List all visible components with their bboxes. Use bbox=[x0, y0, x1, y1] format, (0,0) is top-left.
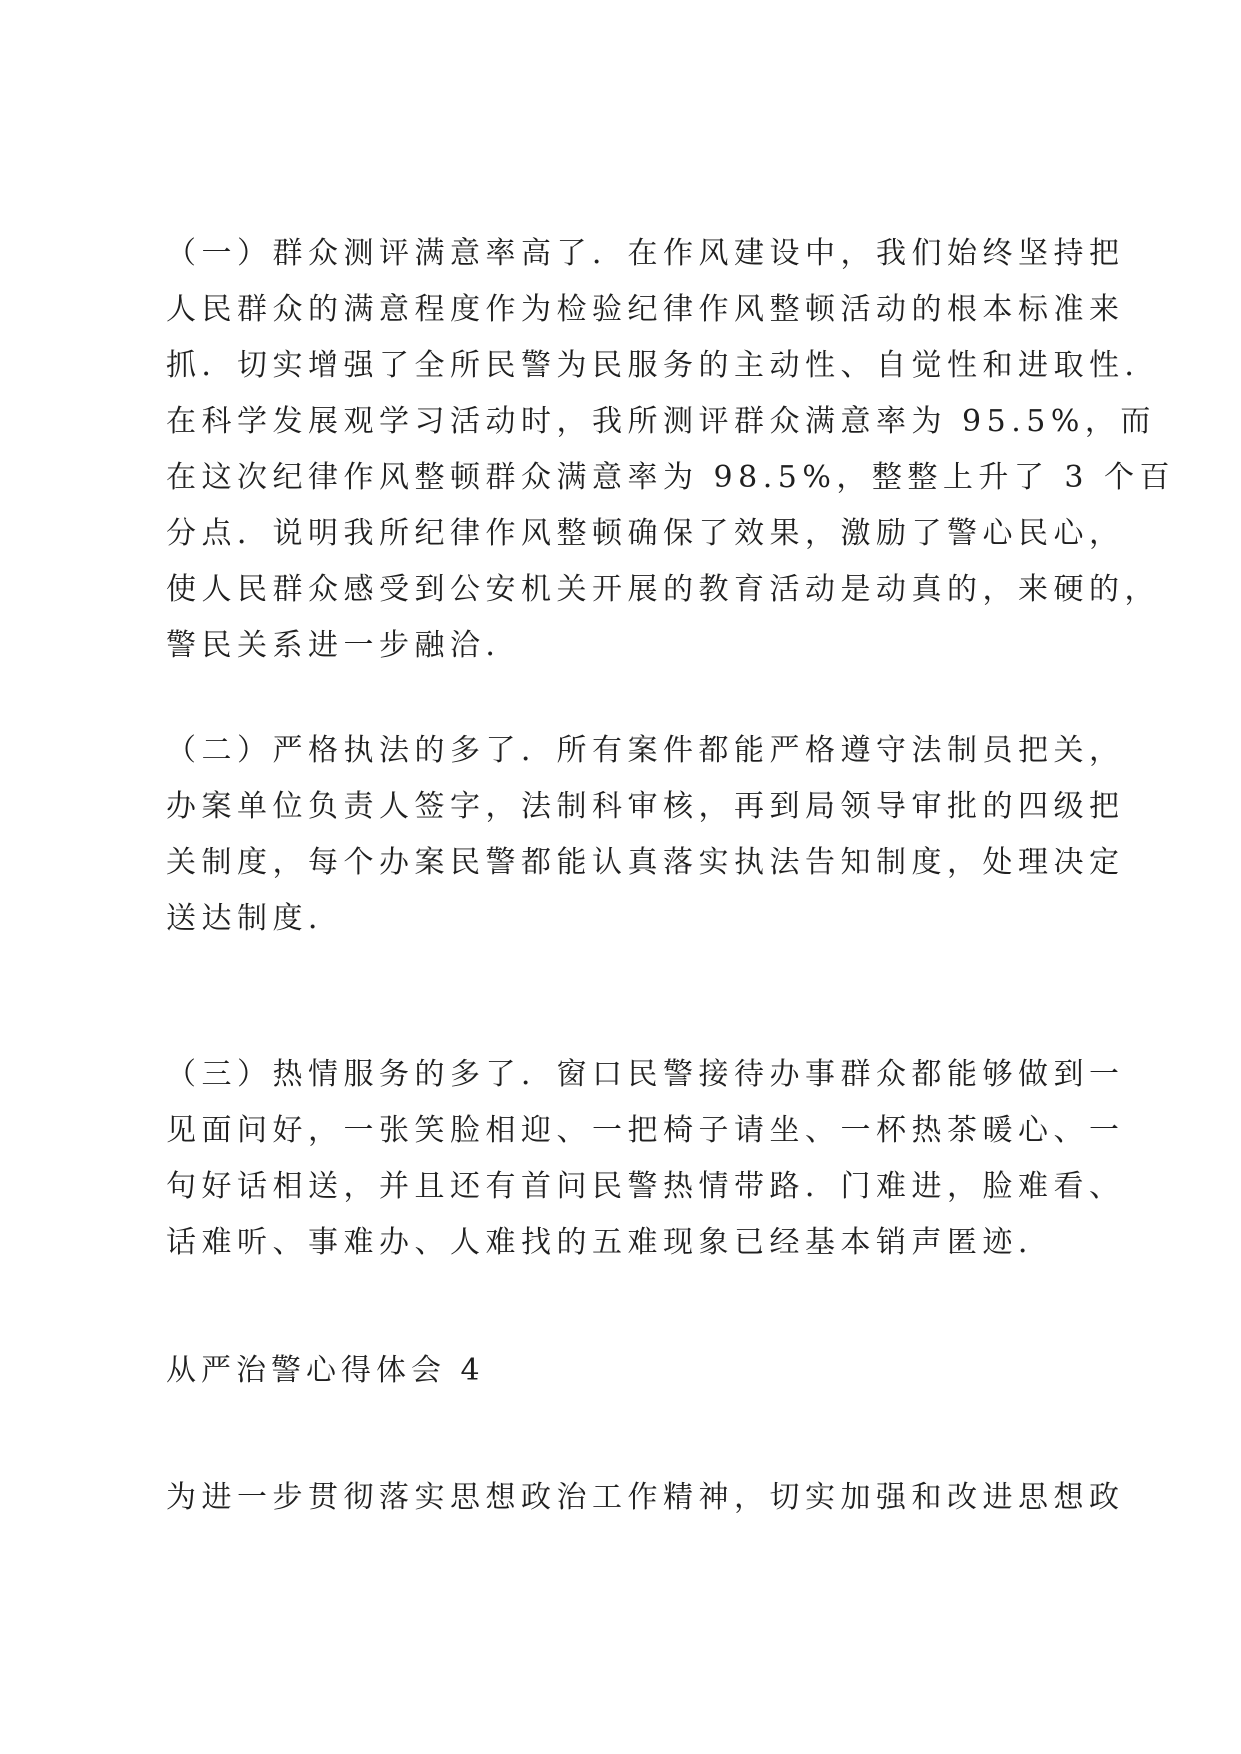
paragraph-line: （一）群众测评满意率高了．在作风建设中，我们始终坚持把 bbox=[166, 236, 1125, 271]
paragraph-line: 在这次纪律作风整顿群众满意率为 98.5%，整整上升了 3 个百 bbox=[166, 460, 1175, 495]
paragraph-line: 警民关系进一步融洽． bbox=[166, 628, 521, 663]
paragraph-line: 见面问好，一张笑脸相迎、一把椅子请坐、一杯热茶暖心、一 bbox=[166, 1113, 1125, 1148]
section-heading bbox=[166, 1343, 1096, 1399]
section-heading-text: 从严治警心得体会 4 bbox=[166, 1353, 485, 1388]
paragraph-2 bbox=[166, 723, 1125, 947]
paragraph-line: 句好话相送，并且还有首问民警热情带路．门难进，脸难看、 bbox=[166, 1169, 1125, 1204]
paragraph-line: （二）严格执法的多了．所有案件都能严格遵守法制员把关， bbox=[166, 733, 1125, 768]
paragraph-line: 在科学发展观学习活动时，我所测评群众满意率为 95.5%，而 bbox=[166, 404, 1156, 439]
paragraph-line: 话难听、事难办、人难找的五难现象已经基本销声匿迹． bbox=[166, 1225, 1054, 1260]
paragraph-line: 人民群众的满意程度作为检验纪律作风整顿活动的根本标准来 bbox=[166, 292, 1125, 327]
paragraph-line: （三）热情服务的多了．窗口民警接待办事群众都能够做到一 bbox=[166, 1057, 1125, 1092]
paragraph-line: 抓．切实增强了全所民警为民服务的主动性、自觉性和进取性． bbox=[166, 348, 1160, 383]
paragraph-final bbox=[166, 1470, 1125, 1526]
paragraph-1 bbox=[166, 226, 1175, 674]
paragraph-3 bbox=[166, 1047, 1125, 1271]
paragraph-line: 关制度，每个办案民警都能认真落实执法告知制度，处理决定 bbox=[166, 845, 1125, 880]
paragraph-line: 为进一步贯彻落实思想政治工作精神，切实加强和改进思想政 bbox=[166, 1480, 1125, 1515]
paragraph-line: 使人民群众感受到公安机关开展的教育活动是动真的，来硬的， bbox=[166, 572, 1160, 607]
paragraph-line: 办案单位负责人签字，法制科审核，再到局领导审批的四级把 bbox=[166, 789, 1125, 824]
paragraph-line: 送达制度． bbox=[166, 901, 344, 936]
paragraph-line: 分点．说明我所纪律作风整顿确保了效果，激励了警心民心， bbox=[166, 516, 1125, 551]
